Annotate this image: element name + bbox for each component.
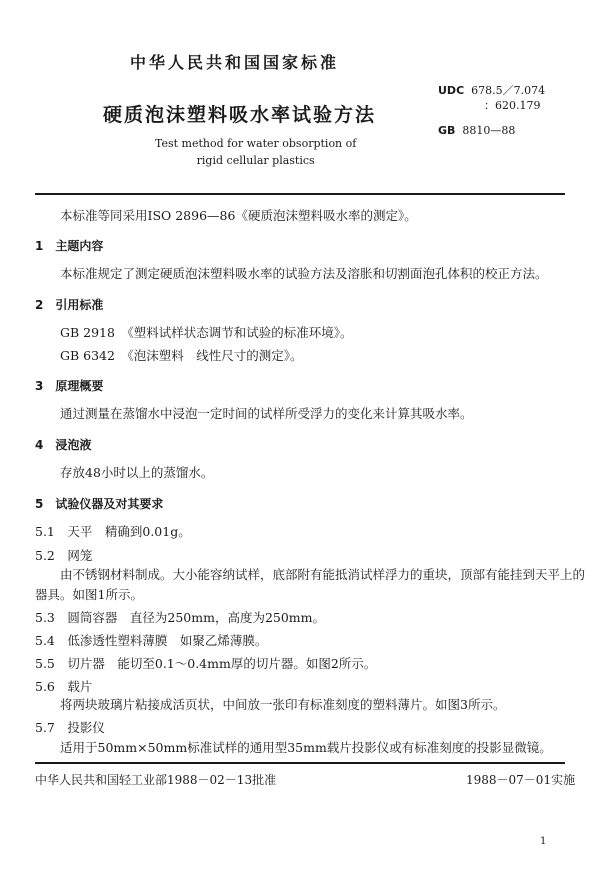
section-4-text: 存放48小时以上的蒸馏水。 — [60, 465, 214, 480]
udc-classification — [438, 83, 545, 113]
section-2-ref-1: GB 2918 《塑料试样状态调节和试验的标准环境》。 — [60, 325, 353, 340]
gb-number — [438, 124, 515, 137]
footer-divider — [35, 762, 565, 764]
item-5-7-text: 适用于50mm×50mm标准试样的通用型35mm载片投影仪或有标准刻度的投影显微镜。 — [60, 740, 552, 755]
udc-value-2: ：620.179 — [484, 99, 541, 112]
item-5-4: 5.4 低渗透性塑料薄膜 如聚乙烯薄膜。 — [35, 633, 268, 648]
section-1-text: 本标准规定了测定硬质泡沫塑料吸水率的试验方法及溶胀和切割面泡孔体积的校正方法。 — [60, 266, 548, 281]
section-5-heading: 5 试验仪器及对其要求 — [35, 497, 164, 511]
item-5-1: 5.1 天平 精确到0.01g。 — [35, 524, 191, 539]
section-3-heading: 3 原理概要 — [35, 379, 104, 393]
udc-label: UDC — [438, 84, 465, 97]
section-3-text: 通过测量在蒸馏水中浸泡一定时间的试样所受浮力的变化来计算其吸水率。 — [60, 406, 473, 421]
approval-date: 中华人民共和国轻工业部1988－02－13批准 — [35, 773, 277, 787]
section-4-heading: 4 浸泡液 — [35, 438, 92, 452]
gb-label: GB — [438, 124, 456, 137]
gb-value: 8810—88 — [462, 124, 516, 137]
document-title: 硬质泡沫塑料吸水率试验方法 — [103, 104, 377, 126]
item-5-3: 5.3 圆筒容器 直径为250mm，高度为250mm。 — [35, 610, 326, 625]
effective-date: 1988－07－01实施 — [466, 773, 576, 787]
item-5-7-heading: 5.7 投影仪 — [35, 720, 105, 735]
document-title-english — [155, 135, 356, 169]
item-5-5: 5.5 切片器 能切至0.1～0.4mm厚的切片器。如图2所示。 — [35, 656, 377, 671]
title-en-line-1: Test method for water obsorption of — [155, 137, 357, 150]
udc-value-1: 678.5／7.074 — [471, 84, 546, 97]
item-5-6-heading: 5.6 载片 — [35, 679, 93, 694]
standard-type-heading: 中华人民共和国国家标准 — [130, 53, 340, 72]
page-number: 1 — [540, 836, 547, 847]
section-1-heading: 1 主题内容 — [35, 239, 104, 253]
section-2-ref-2: GB 6342 《泡沫塑料 线性尺寸的测定》。 — [60, 348, 303, 363]
item-5-6-text: 将两块玻璃片粘接成活页状，中间放一张印有标准刻度的塑料薄片。如图3所示。 — [60, 697, 506, 712]
title-en-line-2: rigid cellular plastics — [196, 154, 315, 167]
item-5-2-text-line-2: 器具。如图1所示。 — [35, 587, 143, 602]
item-5-2-text-line-1: 由不锈钢材料制成。大小能容纳试样，底部附有能抵消试样浮力的重块，顶部有能挂到天平上的 — [60, 567, 586, 582]
item-5-2-heading: 5.2 网笼 — [35, 548, 93, 563]
section-2-heading: 2 引用标准 — [35, 298, 104, 312]
header-divider — [35, 193, 565, 195]
intro-paragraph: 本标准等同采用ISO 2896—86《硬质泡沫塑料吸水率的测定》。 — [60, 208, 417, 223]
